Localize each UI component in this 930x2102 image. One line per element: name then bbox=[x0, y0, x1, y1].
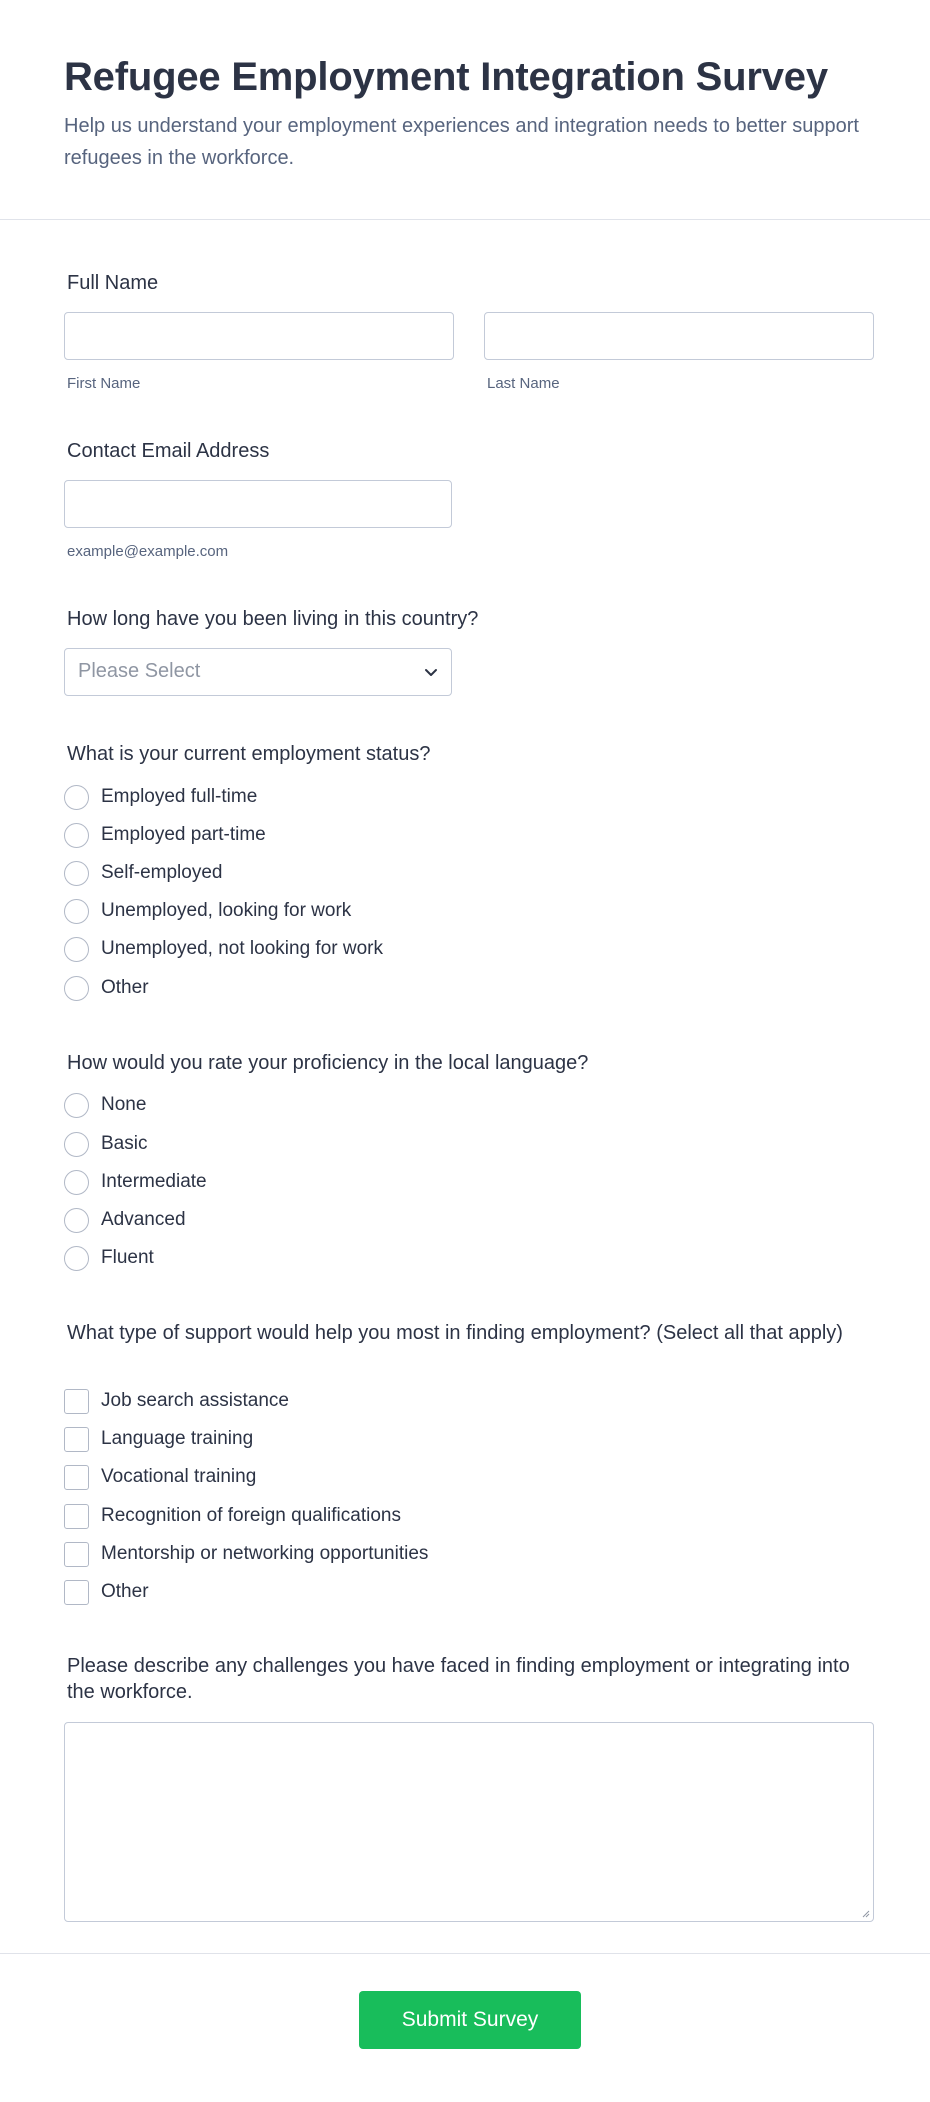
duration-select-value: Please Select bbox=[78, 660, 201, 682]
last-name-input[interactable] bbox=[484, 312, 874, 360]
language-option[interactable] bbox=[64, 1168, 207, 1196]
checkbox[interactable] bbox=[64, 1580, 89, 1605]
checkbox[interactable] bbox=[64, 1427, 89, 1452]
radio-button[interactable] bbox=[64, 1093, 89, 1118]
employment-option[interactable] bbox=[64, 821, 266, 849]
email-field[interactable] bbox=[64, 480, 452, 528]
form-header bbox=[0, 0, 930, 220]
support-option[interactable] bbox=[64, 1578, 149, 1606]
employment-option[interactable] bbox=[64, 974, 149, 1002]
employment-status-label: What is your current employment status? bbox=[67, 743, 431, 765]
option-label: Intermediate bbox=[101, 1171, 207, 1192]
option-label: Self-employed bbox=[101, 862, 223, 883]
full-name-label: Full Name bbox=[67, 272, 159, 294]
checkbox[interactable] bbox=[64, 1465, 89, 1490]
radio-button[interactable] bbox=[64, 823, 89, 848]
option-label: Vocational training bbox=[101, 1466, 257, 1487]
option-label: Other bbox=[101, 1581, 149, 1602]
option-label: Unemployed, not looking for work bbox=[101, 938, 383, 959]
email-label: Contact Email Address bbox=[67, 440, 270, 462]
option-label: Mentorship or networking opportunities bbox=[101, 1543, 429, 1564]
employment-option[interactable] bbox=[64, 935, 383, 963]
option-label: Employed part-time bbox=[101, 824, 266, 845]
employment-option[interactable] bbox=[64, 859, 222, 887]
option-label: Employed full-time bbox=[101, 786, 258, 807]
last-name-sublabel: Last Name bbox=[487, 375, 560, 392]
challenges-label: Please describe any challenges you have faced in finding employment or integrating into the workforce. bbox=[67, 1655, 850, 1703]
checkbox[interactable] bbox=[64, 1504, 89, 1529]
employment-option[interactable] bbox=[64, 897, 351, 925]
radio-button[interactable] bbox=[64, 785, 89, 810]
option-label: Other bbox=[101, 977, 149, 998]
duration-label: How long have you been living in this country? bbox=[67, 608, 479, 630]
radio-button[interactable] bbox=[64, 937, 89, 962]
radio-button[interactable] bbox=[64, 1132, 89, 1157]
option-label: Basic bbox=[101, 1133, 148, 1154]
option-label: Job search assistance bbox=[101, 1390, 289, 1411]
duration-select[interactable] bbox=[64, 648, 452, 696]
page-subtitle: Help us understand your employment experiences and integration needs to better support refugees in the workforce. bbox=[64, 115, 859, 169]
radio-button[interactable] bbox=[64, 976, 89, 1001]
checkbox[interactable] bbox=[64, 1542, 89, 1567]
support-option[interactable] bbox=[64, 1425, 253, 1453]
radio-button[interactable] bbox=[64, 1246, 89, 1271]
radio-button[interactable] bbox=[64, 1208, 89, 1233]
footer-divider bbox=[0, 1953, 930, 1954]
support-label: What type of support would help you most in finding employment? (Select all that apply) bbox=[67, 1322, 843, 1344]
radio-button[interactable] bbox=[64, 899, 89, 924]
radio-button[interactable] bbox=[64, 1170, 89, 1195]
challenges-textarea[interactable] bbox=[64, 1722, 874, 1922]
support-option[interactable] bbox=[64, 1387, 289, 1415]
option-label: Fluent bbox=[101, 1247, 154, 1268]
support-option[interactable] bbox=[64, 1540, 428, 1568]
option-label: None bbox=[101, 1094, 147, 1115]
language-option[interactable] bbox=[64, 1091, 146, 1119]
option-label: Recognition of foreign qualifications bbox=[101, 1505, 401, 1526]
support-option[interactable] bbox=[64, 1463, 256, 1491]
checkbox[interactable] bbox=[64, 1389, 89, 1414]
first-name-input[interactable] bbox=[64, 312, 454, 360]
radio-button[interactable] bbox=[64, 861, 89, 886]
page-title: Refugee Employment Integration Survey bbox=[64, 55, 828, 99]
employment-option[interactable] bbox=[64, 783, 257, 811]
first-name-sublabel: First Name bbox=[67, 375, 141, 392]
language-option[interactable] bbox=[64, 1244, 154, 1272]
language-option[interactable] bbox=[64, 1130, 147, 1158]
support-option[interactable] bbox=[64, 1502, 401, 1530]
email-sublabel: example@example.com bbox=[67, 543, 229, 560]
submit-button[interactable]: Submit Survey bbox=[359, 1991, 581, 2049]
option-label: Advanced bbox=[101, 1209, 186, 1230]
language-label: How would you rate your proficiency in the local language? bbox=[67, 1052, 589, 1074]
option-label: Unemployed, looking for work bbox=[101, 900, 352, 921]
language-option[interactable] bbox=[64, 1206, 186, 1234]
chevron-down-icon bbox=[421, 662, 441, 682]
option-label: Language training bbox=[101, 1428, 254, 1449]
resize-handle-icon[interactable] bbox=[860, 1908, 870, 1918]
